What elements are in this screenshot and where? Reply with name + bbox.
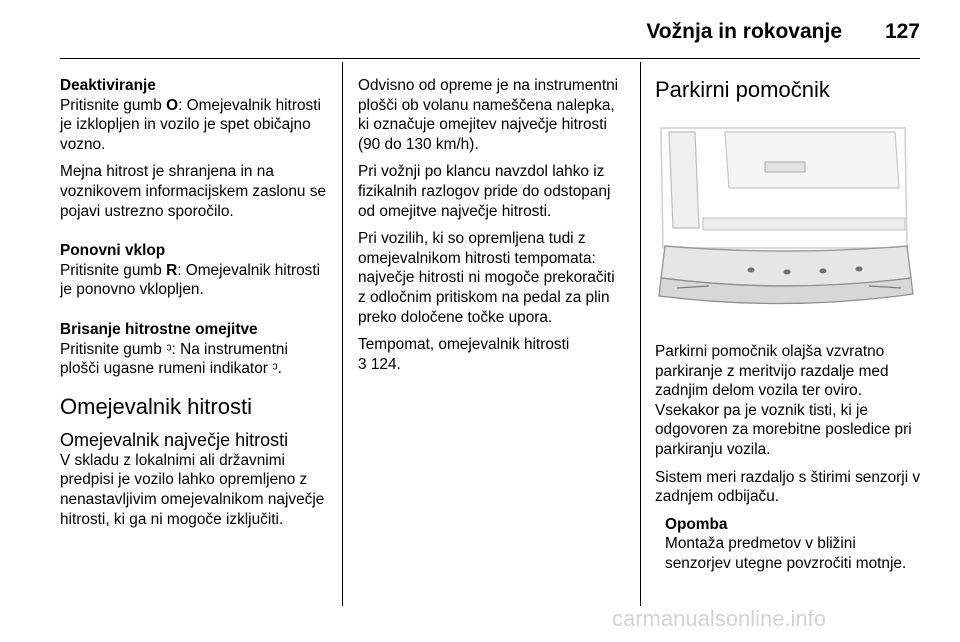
subheading-reactivation: Ponovni vklop: [60, 242, 166, 260]
column-divider: [342, 62, 343, 606]
watermark: carmanualsonline.info: [612, 606, 827, 631]
paragraph: Parkirni pomočnik olajša vzvratno parkiranje z meritvijo razdalje med zadnjim delom vozila ter oviro. Vsekakor pa je voznik tisti, ki je odgovoren za morebitne posledice pri parkiranju vozila.: [655, 343, 912, 458]
page-number: 127: [884, 20, 920, 43]
speed-limiter-icon: ᵓ: [166, 340, 172, 358]
paragraph: [358, 335, 626, 374]
subheading-delete-limit: Brisanje hitrostne omejitve: [60, 320, 258, 338]
text: : Na instrumentni plošči ugasne rumeni indikator: [60, 340, 288, 378]
paragraph: V skladu z lokalnimi ali državnimi predpisi je vozilo lahko opremljeno z nenastavljivim omejevalnikom največje hitrosti, ki ga ni mogoče izključiti.: [60, 451, 325, 528]
text: Pritisnite gumb: [60, 340, 167, 358]
text: Tempomat, omejevalnik hitrosti: [358, 336, 570, 354]
column-1: [60, 76, 328, 537]
page-reference-arrow-icon: 3: [358, 355, 367, 373]
paragraph: Odvisno od opreme je na instrumentni plošči ob volanu nameščena nalepka, ki označuje omejitev največje hitrosti (90 do 130 km/h).: [358, 77, 619, 153]
page-header: [60, 14, 920, 59]
text: Pritisnite gumb: [60, 261, 167, 279]
note-heading: Opomba: [665, 515, 728, 533]
text: .: [277, 360, 282, 378]
column-2: [358, 76, 626, 382]
subsection-heading: Omejevalnik največje hitrosti: [60, 429, 289, 450]
paragraph: Pri vozilih, ki so opremljena tudi z omejevalnikom hitrosti tempomata: največje hitrosti ni mogoče prekoračiti z odločnim pritiskom na pedal za plin preko določene točke upora.: [358, 230, 615, 326]
page-title: Vožnja in rokovanje: [646, 20, 842, 43]
paragraph: Mejna hitrost je shranjena in na voznikovem informacijskem zaslonu se pojavi ustrezno sporočilo.: [60, 163, 327, 220]
paragraph: [60, 261, 328, 300]
text: Pritisnite gumb: [60, 96, 167, 114]
note-text: Montaža predmetov v bližini senzorjev utegne povzročiti motnje.: [665, 535, 907, 572]
paragraph: Sistem meri razdaljo s štirimi senzorji v zadnjem odbijaču.: [655, 468, 921, 506]
column-3: [655, 76, 923, 582]
section-heading: Omejevalnik hitrosti: [60, 393, 252, 419]
paragraph: Pri vožnji po klancu navzdol lahko iz fizikalnih razlogov pride do odstopanj od omejitve največje hitrosti.: [358, 163, 611, 220]
text: : Omejevalnik hitrosti je ponovno vklopljen.: [60, 261, 321, 299]
page-reference-link[interactable]: 124.: [366, 355, 401, 373]
subheading-deactivation: Deaktiviranje: [60, 77, 156, 94]
button-o-icon: O: [166, 96, 179, 114]
section-heading: Parkirni pomočnik: [655, 77, 830, 102]
note-box: [665, 515, 923, 574]
column-divider: [640, 62, 641, 606]
button-r-icon: R: [166, 261, 178, 279]
paragraph: [60, 340, 328, 379]
speed-limiter-indicator-icon: ᵓ: [272, 360, 278, 378]
rear-bumper-illustration: [655, 118, 919, 324]
text: : Omejevalnik hitrosti je izklopljen in vozilo je spet običajno vozno.: [60, 96, 321, 153]
paragraph: [60, 96, 328, 155]
